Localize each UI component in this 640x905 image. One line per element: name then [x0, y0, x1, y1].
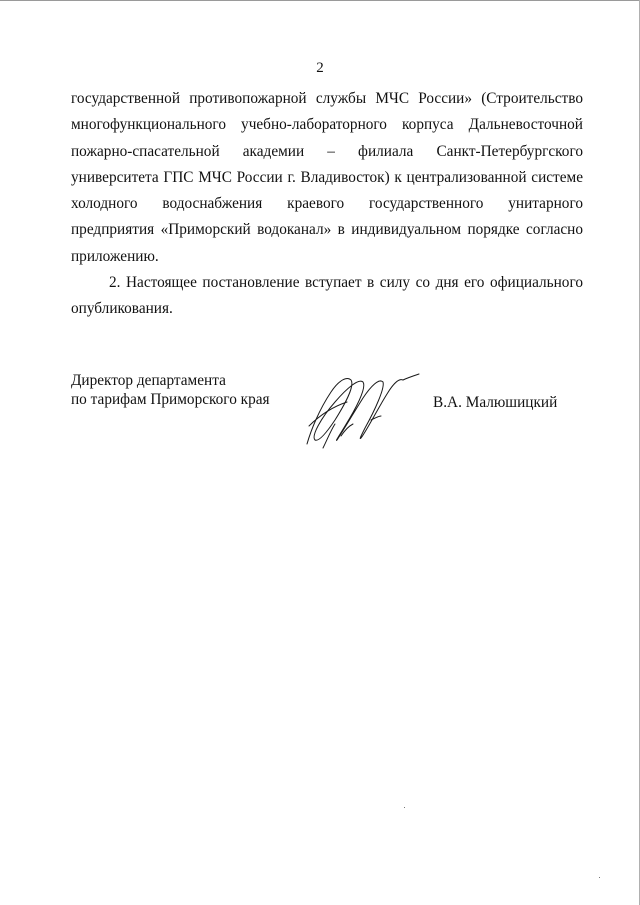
paragraph-1-line-4: университета ГПС МЧС России г. Владивосток) к централизованной системе [71, 168, 583, 186]
signatory-title [71, 372, 270, 409]
paragraph-1-line-6: предприятия «Приморский водоканал» в индивидуальном порядке согласно [71, 221, 583, 239]
signatory-title-line-1: Директор департамента [71, 372, 226, 389]
scan-speck [404, 807, 405, 808]
paragraph-1-line-1: государственной противопожарной службы МЧС России» (Строительство [71, 90, 583, 107]
page-number: 2 [316, 60, 324, 76]
paragraph-1-line-3: пожарно-спасательной академии – филиала Санкт-Петербургского [71, 142, 583, 160]
paragraph-2-line-1: 2. Настоящее постановление вступает в силу со дня его официального [109, 274, 583, 292]
signatory-title-line-2: по тарифам Приморского края [71, 390, 270, 408]
document-body [71, 86, 583, 323]
paragraph-1-line-7: приложению. [71, 247, 159, 265]
handwritten-signature-icon [301, 370, 421, 452]
scan-speck [599, 877, 600, 878]
paragraph-1-line-2: многофункционального учебно-лабораторного корпуса Дальневосточной [71, 116, 583, 134]
page-edge-top [0, 0, 640, 1]
signature-block [71, 372, 583, 462]
paragraph-1-line-5: холодного водоснабжения краевого государственного унитарного [71, 195, 583, 213]
paragraph-2-line-2: опубликования. [71, 300, 173, 318]
signatory-name: В.А. Малюшицкий [433, 394, 558, 411]
